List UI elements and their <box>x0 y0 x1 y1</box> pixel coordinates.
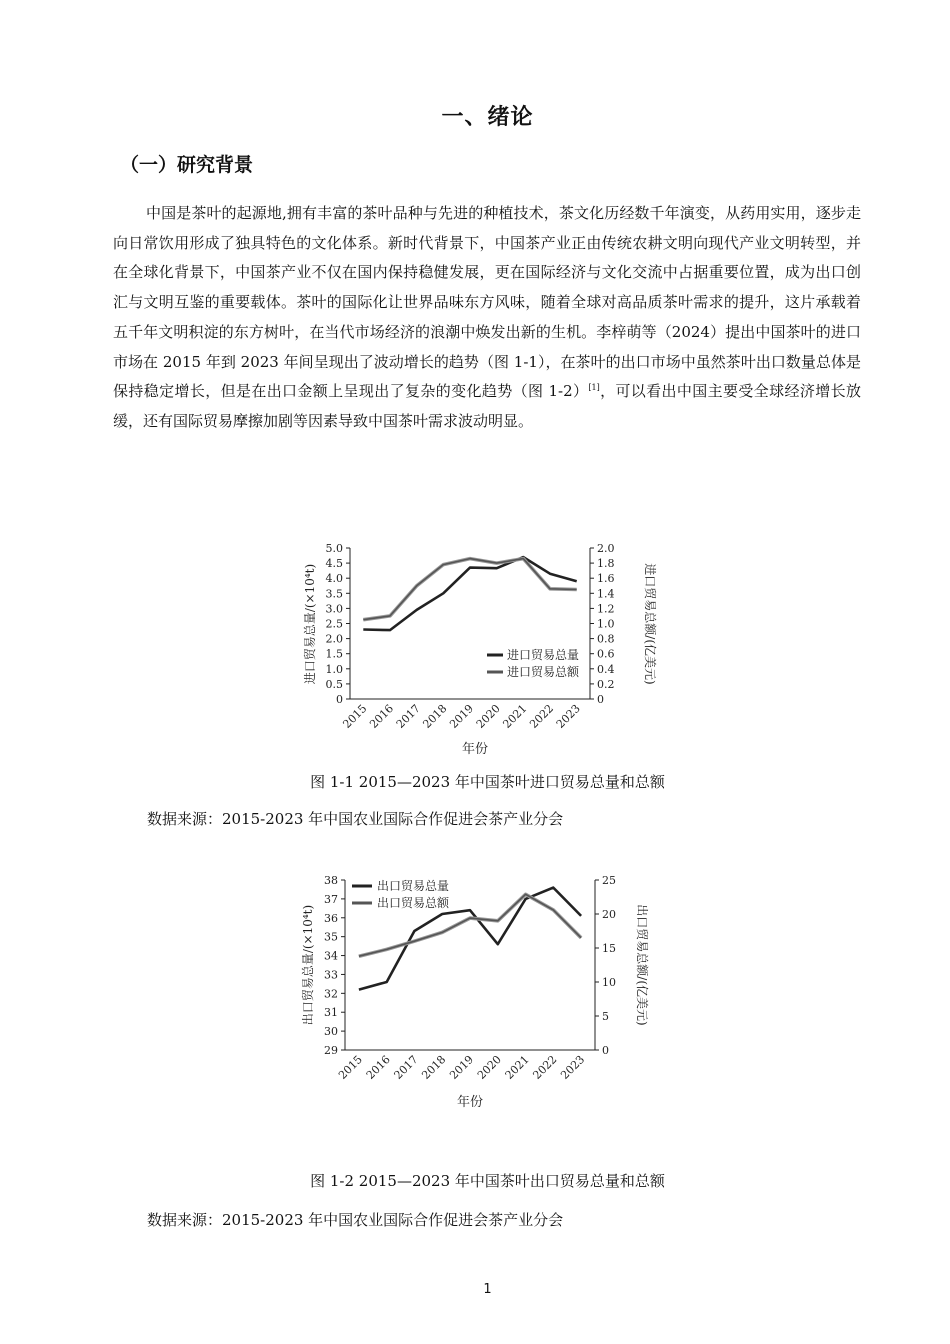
right-tick-label: 1.6 <box>597 572 615 586</box>
x-tick-label: 2016 <box>367 701 397 731</box>
x-tick-label: 2015 <box>340 701 370 731</box>
paragraph-text-end: ，可以看出中国主要受全球经济增长放缓，还有国际贸易摩擦加剧等因素导致中国茶叶需求波动明显。 <box>113 382 861 430</box>
right-axis-ticks <box>595 874 616 1057</box>
chart-legend <box>352 878 450 910</box>
right-tick-label: 0.8 <box>597 632 615 646</box>
right-tick-label: 1.0 <box>597 617 615 631</box>
chart-series <box>363 557 576 630</box>
right-axis-label: 进口贸易总额/(亿美元) <box>643 563 657 685</box>
left-tick-label: 2.5 <box>325 617 343 631</box>
left-tick-label: 1.0 <box>325 662 343 676</box>
chart-legend <box>487 647 580 679</box>
right-tick-label: 1.2 <box>597 602 615 616</box>
left-tick-label: 29 <box>324 1044 338 1057</box>
x-tick-label: 2021 <box>502 1052 532 1082</box>
left-tick-label: 2.0 <box>325 632 343 646</box>
right-tick-label: 20 <box>602 908 616 921</box>
left-tick-label: 30 <box>324 1025 338 1039</box>
export-trade-chart <box>290 868 670 1113</box>
left-tick-label: 3.0 <box>325 602 343 616</box>
left-tick-label: 4.5 <box>325 557 343 571</box>
x-tick-label: 2022 <box>530 1052 560 1082</box>
x-tick-label: 2022 <box>527 701 557 731</box>
figure2-source: 数据来源：2015-2023 年中国农业国际合作促进会茶产业分会 <box>147 1211 564 1229</box>
right-tick-label: 5 <box>602 1010 609 1023</box>
x-tick-label: 2018 <box>420 701 450 731</box>
right-tick-label: 0.2 <box>597 677 615 691</box>
left-tick-label: 32 <box>324 987 338 1001</box>
x-tick-label: 2017 <box>391 1052 421 1082</box>
left-axis-ticks <box>324 874 345 1057</box>
x-axis-label: 年份 <box>456 1095 484 1110</box>
right-tick-label: 0 <box>597 693 604 706</box>
body-paragraph <box>113 199 861 437</box>
figure2-caption: 图 1-2 2015—2023 年中国茶叶出口贸易总量和总额 <box>310 1172 665 1190</box>
right-tick-label: 0 <box>602 1044 609 1057</box>
x-tick-label: 2017 <box>393 701 423 731</box>
citation-ref[interactable]: [1] <box>588 383 600 393</box>
left-tick-label: 4.0 <box>325 572 343 586</box>
right-tick-label: 15 <box>602 942 616 955</box>
import-trade-chart <box>290 540 670 765</box>
x-tick-label: 2021 <box>500 701 530 731</box>
x-tick-label: 2019 <box>447 701 477 731</box>
legend-label-volume: 进口贸易总量 <box>507 648 580 662</box>
right-tick-label: 2.0 <box>597 542 615 555</box>
right-tick-label: 0.4 <box>597 662 615 676</box>
right-axis-ticks <box>590 542 615 706</box>
left-tick-label: 31 <box>324 1006 338 1020</box>
x-tick-label: 2023 <box>553 701 583 731</box>
x-tick-label: 2020 <box>474 1052 504 1082</box>
left-tick-label: 3.5 <box>325 587 343 601</box>
x-tick-label: 2018 <box>419 1052 449 1082</box>
page-number: 1 <box>483 1282 492 1297</box>
right-axis-label: 出口贸易总额/(亿美元) <box>635 904 649 1026</box>
legend-label-volume: 出口贸易总量 <box>377 879 450 893</box>
legend-label-value: 进口贸易总额 <box>507 665 580 679</box>
x-tick-label: 2023 <box>558 1052 588 1082</box>
figure1-caption: 图 1-1 2015—2023 年中国茶叶进口贸易总量和总额 <box>310 773 665 791</box>
series-line-volume <box>363 557 576 630</box>
x-tick-label: 2020 <box>473 701 503 731</box>
left-tick-label: 0 <box>336 693 343 706</box>
right-tick-label: 0.6 <box>597 647 615 661</box>
left-tick-label: 36 <box>324 911 338 925</box>
x-axis-ticks <box>340 702 582 731</box>
left-axis-label: 出口贸易总量/(×10⁴t) <box>301 904 315 1026</box>
left-tick-label: 1.5 <box>325 647 343 661</box>
left-tick-label: 37 <box>324 892 338 906</box>
left-tick-label: 34 <box>324 949 338 963</box>
left-axis-ticks <box>326 542 351 706</box>
right-tick-label: 10 <box>602 976 616 989</box>
paragraph-text: 中国是茶叶的起源地,拥有丰富的茶叶品种与先进的种植技术，茶文化历经数千年演变，从药用实用，逐步走向日常饮用形成了独具特色的文化体系。新时代背景下，中国茶产业正由传统农耕文明向现代产业文明转型，并在全球化背景下，中国茶产业不仅在国内保持稳健发展，更在国际经济与文化交流中占据重要位置，成为出口创汇与文明互鉴的重要载体。茶叶的国际化让世界品味东方风味，随着全球对高品质茶叶需求的提升，这片承载着五千年文明积淀的东方树叶，在当代市场经济的浪潮中焕发出新的生机。李梓萌等（2024）提出中国茶叶的进口市场在 2015 年到 2023 年间呈现出了波动增长的趋势（图 1-1），在茶叶的出口市场中虽然茶叶出口数量总体是保持稳定增长，但是在出口金额上呈现出了复杂的变化趋势（图 1-2） <box>113 204 861 401</box>
left-tick-label: 38 <box>324 874 338 887</box>
x-axis-ticks <box>336 1053 587 1082</box>
left-tick-label: 0.5 <box>325 677 343 691</box>
left-tick-label: 33 <box>324 968 338 982</box>
chapter-title: 一、绪论 <box>441 105 534 130</box>
right-tick-label: 1.4 <box>597 587 615 601</box>
left-tick-label: 35 <box>324 930 338 944</box>
figure1-source: 数据来源：2015-2023 年中国农业国际合作促进会茶产业分会 <box>147 810 564 828</box>
x-tick-label: 2019 <box>447 1052 477 1082</box>
left-axis-label: 进口贸易总量/(×10⁴t) <box>303 563 317 685</box>
right-tick-label: 25 <box>602 874 616 887</box>
x-tick-label: 2015 <box>336 1052 366 1082</box>
x-axis-label: 年份 <box>461 742 489 757</box>
legend-label-value: 出口贸易总额 <box>377 896 450 910</box>
left-tick-label: 5.0 <box>325 542 343 555</box>
right-tick-label: 1.8 <box>597 557 615 571</box>
x-tick-label: 2016 <box>363 1052 393 1082</box>
section-title: （一）研究背景 <box>120 154 254 176</box>
